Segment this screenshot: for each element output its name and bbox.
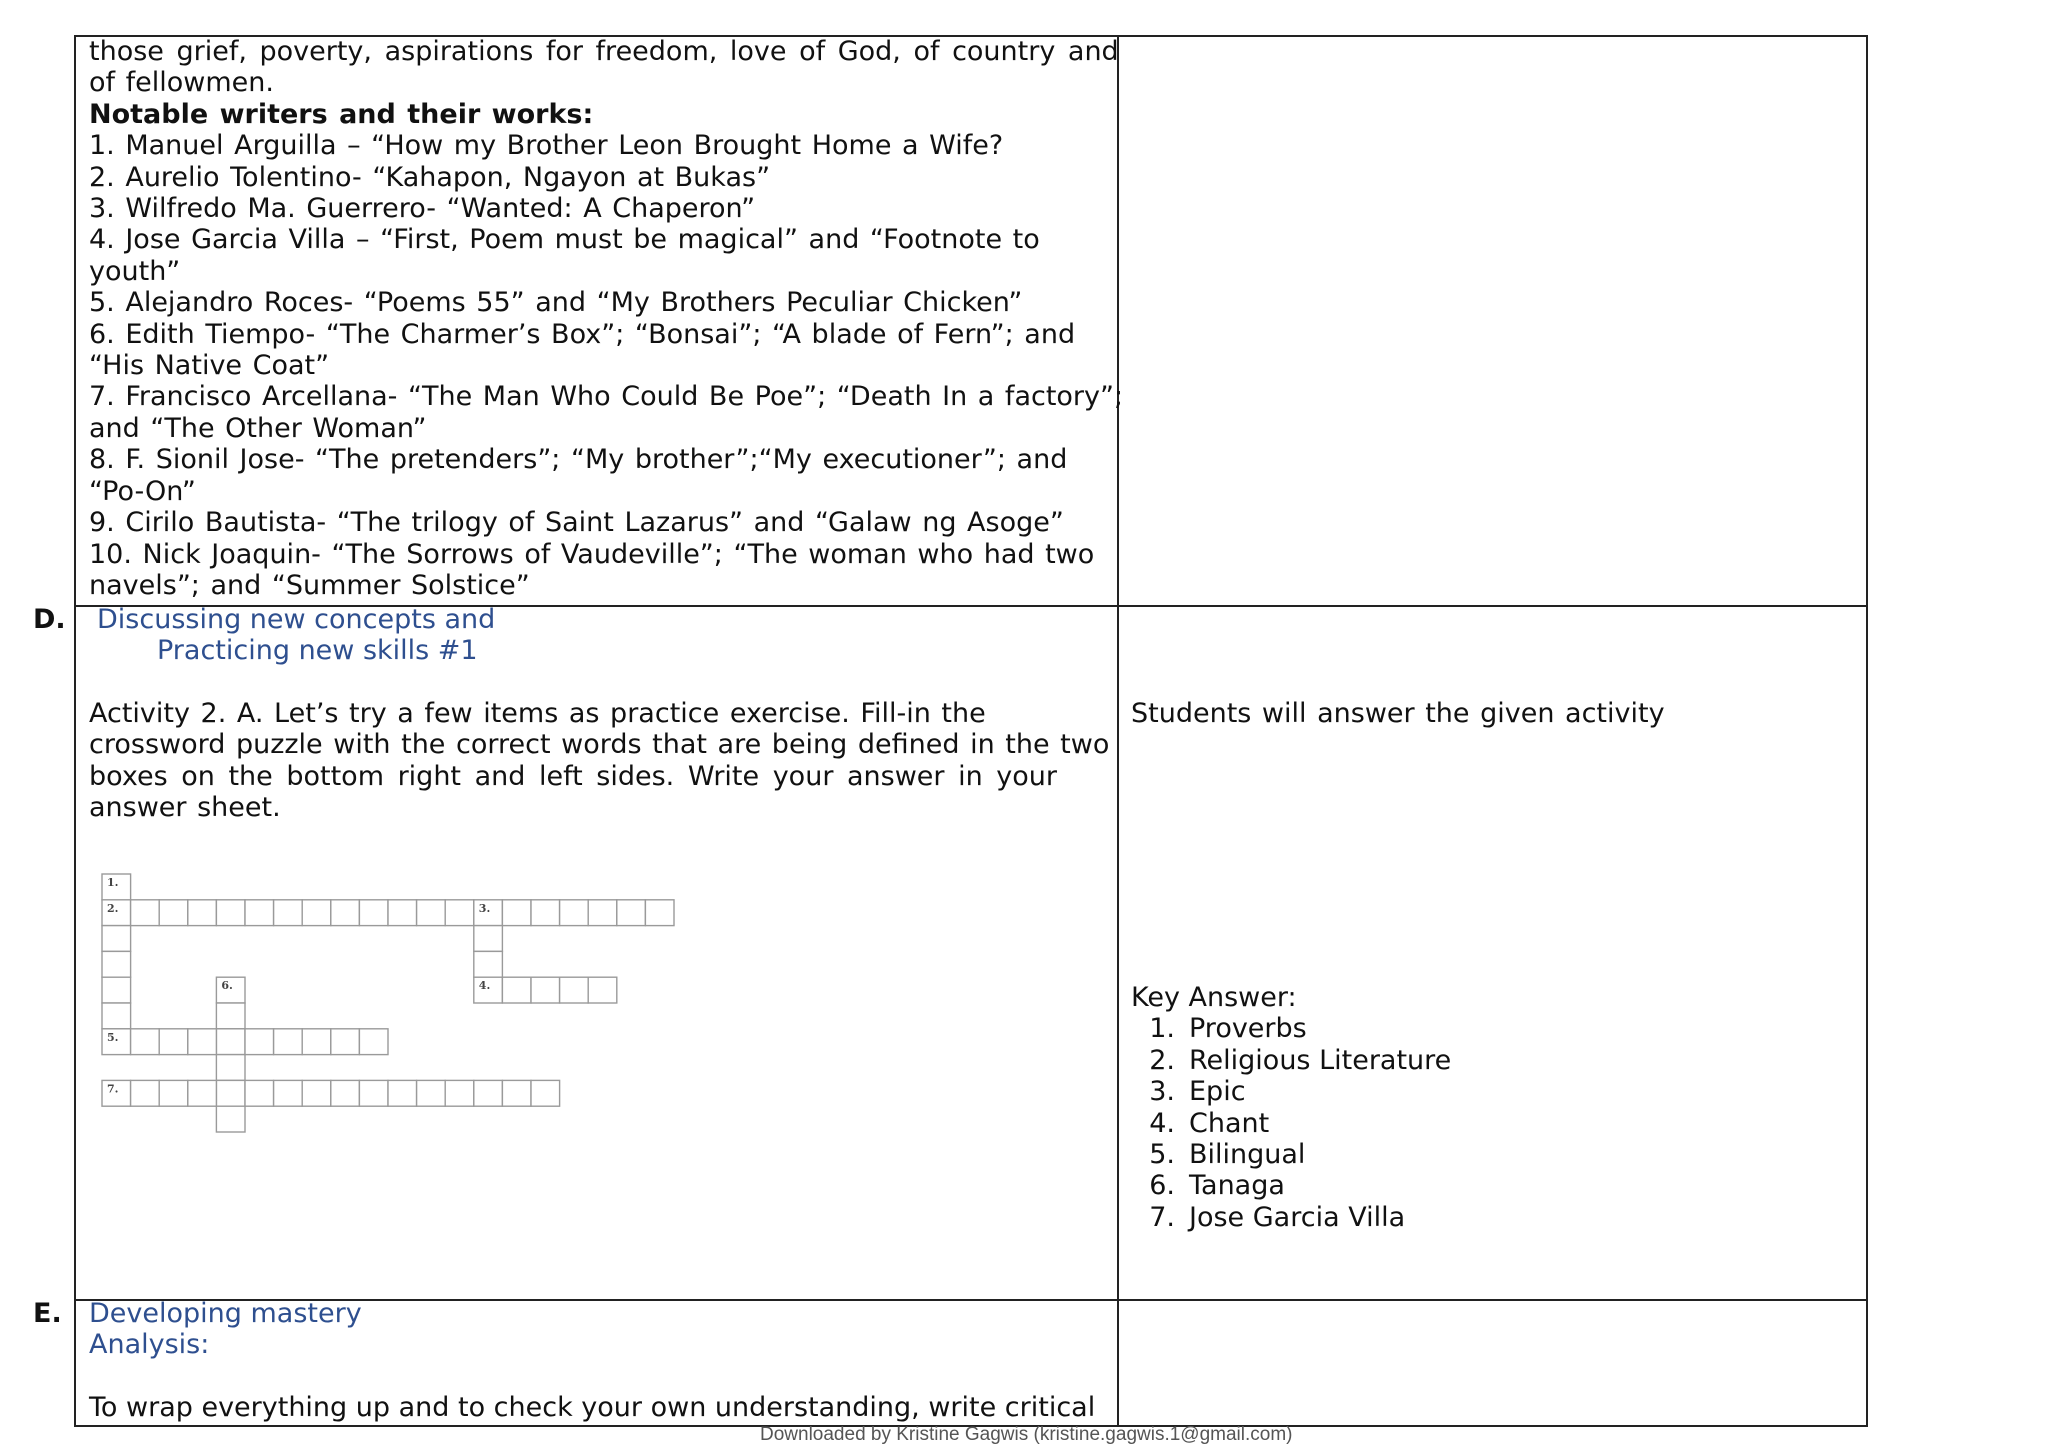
crossword-cell xyxy=(188,1080,217,1106)
crossword-cell xyxy=(159,900,188,926)
writer-line: “Po-On” xyxy=(89,475,196,507)
crossword-cell xyxy=(131,900,160,926)
crossword-cell xyxy=(159,1080,188,1106)
crossword-clue-number: 1. xyxy=(107,876,119,889)
crossword-cell xyxy=(245,1029,274,1055)
writer-line: 4. Jose Garcia Villa – “First, Poem must be magical” and “Footnote to xyxy=(89,224,1040,256)
writer-line: 5. Alejandro Roces- “Poems 55” and “My Brothers Peculiar Chicken” xyxy=(89,287,1023,319)
crossword-cell xyxy=(216,1106,245,1132)
crossword-clue-number: 4. xyxy=(478,979,491,993)
activity-line: boxes on the bottom right and left sides. Write your answer in your xyxy=(89,760,1058,792)
key-answer-title: Key Answer: xyxy=(1131,982,1297,1013)
key-answer-item xyxy=(1131,1013,1451,1044)
section-e-body: To wrap everything up and to check your own understanding, write critical xyxy=(89,1392,1096,1423)
crossword-cell xyxy=(531,977,560,1003)
key-answer-block xyxy=(1131,982,1451,1233)
crossword-cell xyxy=(331,900,360,926)
key-answer-number: 3. xyxy=(1149,1076,1175,1108)
writer-line: 1. Manuel Arguilla – “How my Brother Leon Brought Home a Wife? xyxy=(89,130,1004,162)
download-footer: Downloaded by Kristine Gagwis (kristine.gagwis.1@gmail.com) xyxy=(760,1424,1293,1445)
table-right-border xyxy=(1866,35,1868,1427)
key-answer-text: Tanaga xyxy=(1189,1170,1285,1202)
crossword-cell xyxy=(388,900,417,926)
crossword-cell xyxy=(560,900,589,926)
crossword-cell xyxy=(474,926,503,952)
key-answer-item xyxy=(1131,1139,1451,1170)
key-answer-number: 6. xyxy=(1149,1170,1175,1202)
crossword-cell xyxy=(531,900,560,926)
key-answer-number: 2. xyxy=(1149,1044,1175,1076)
key-answer-item xyxy=(1131,1108,1451,1139)
crossword-cell xyxy=(388,1080,417,1106)
crossword-cell xyxy=(102,926,131,952)
crossword-cell xyxy=(274,1080,303,1106)
crossword-cell xyxy=(274,900,303,926)
crossword-cell xyxy=(216,900,245,926)
section-d-heading-line1: Discussing new concepts and xyxy=(97,604,496,635)
crossword-cell xyxy=(131,1029,160,1055)
key-answer-text: Jose Garcia Villa xyxy=(1189,1201,1406,1233)
crossword-cell xyxy=(131,1080,160,1106)
section-d-letter: D. xyxy=(33,604,66,635)
writer-line: 8. F. Sionil Jose- “The pretenders”; “My brother”;“My executioner”; and xyxy=(89,444,1068,476)
crossword-cell xyxy=(359,900,388,926)
writer-line: navels”; and “Summer Solstice” xyxy=(89,569,530,601)
writer-line: 3. Wilfredo Ma. Guerrero- “Wanted: A Chaperon” xyxy=(89,193,756,225)
crossword-clue-number: 5. xyxy=(107,1030,119,1044)
crossword-cell xyxy=(331,1029,360,1055)
key-answer-number: 5. xyxy=(1149,1139,1175,1171)
section-e-letter: E. xyxy=(33,1298,62,1329)
crossword-cell xyxy=(245,900,274,926)
key-answer-item xyxy=(1131,1076,1451,1107)
key-answer-text: Epic xyxy=(1189,1076,1246,1108)
notable-writers-heading: Notable writers and their works: xyxy=(89,98,594,130)
crossword-clue-number: 7. xyxy=(107,1082,119,1096)
key-answer-item xyxy=(1131,1045,1451,1076)
activity-line: answer sheet. xyxy=(89,792,281,824)
crossword-cell xyxy=(302,900,331,926)
crossword-puzzle xyxy=(100,872,700,1142)
activity-line: Activity 2. A. Let’s try a few items as practice exercise. Fill-in the xyxy=(89,698,986,729)
crossword-cell xyxy=(502,1080,531,1106)
crossword-cell xyxy=(560,977,589,1003)
intro-line: of fellowmen. xyxy=(89,67,274,99)
crossword-clue-number: 6. xyxy=(221,979,233,993)
key-answer-text: Proverbs xyxy=(1189,1013,1307,1045)
writer-line: “His Native Coat” xyxy=(89,350,330,382)
crossword-cell xyxy=(188,1029,217,1055)
writer-line: and “The Other Woman” xyxy=(89,412,427,444)
key-answer-number: 1. xyxy=(1149,1013,1175,1045)
crossword-cell xyxy=(102,951,131,977)
crossword-cell xyxy=(445,1080,474,1106)
crossword-cell xyxy=(417,900,446,926)
crossword-cell xyxy=(588,900,617,926)
key-answer-item xyxy=(1131,1202,1451,1233)
key-answer-text: Chant xyxy=(1189,1107,1270,1139)
crossword-cell xyxy=(216,1003,245,1029)
crossword-cell xyxy=(102,1003,131,1029)
section-e-heading xyxy=(89,1298,362,1361)
key-answer-item xyxy=(1131,1170,1451,1201)
section-e-heading-line1: Developing mastery xyxy=(89,1298,362,1329)
student-instruction: Students will answer the given activity xyxy=(1131,698,1665,729)
writers-section xyxy=(89,36,1123,601)
crossword-cell xyxy=(445,900,474,926)
key-answer-list xyxy=(1131,1013,1451,1233)
crossword-cell xyxy=(502,977,531,1003)
crossword-cell xyxy=(645,900,674,926)
writer-line: youth” xyxy=(89,255,181,287)
writer-line: 9. Cirilo Bautista- “The trilogy of Saint Lazarus” and “Galaw ng Asoge” xyxy=(89,507,1064,539)
crossword-cell xyxy=(417,1080,446,1106)
crossword-cell xyxy=(159,1029,188,1055)
crossword-cell xyxy=(359,1080,388,1106)
crossword-cell xyxy=(474,1080,503,1106)
writer-line: 7. Francisco Arcellana- “The Man Who Could Be Poe”; “Death In a factory”; xyxy=(89,381,1124,413)
table-left-border xyxy=(74,35,76,1427)
section-d-heading-line2: Practicing new skills #1 xyxy=(157,635,478,667)
crossword-clue-number: 3. xyxy=(478,901,491,915)
section-d-heading xyxy=(97,604,495,667)
key-answer-text: Bilingual xyxy=(1189,1139,1306,1171)
crossword-cell xyxy=(502,900,531,926)
writer-line: 6. Edith Tiempo- “The Charmer’s Box”; “Bonsai”; “A blade of Fern”; and xyxy=(89,318,1076,350)
crossword-cell xyxy=(302,1029,331,1055)
crossword-cell xyxy=(245,1080,274,1106)
crossword-cell xyxy=(331,1080,360,1106)
writer-line: 10. Nick Joaquin- “The Sorrows of Vaudeville”; “The woman who had two xyxy=(89,538,1095,570)
section-e-heading-line2: Analysis: xyxy=(89,1329,210,1361)
crossword-clue-number: 2. xyxy=(107,901,119,915)
key-answer-text: Religious Literature xyxy=(1189,1044,1452,1076)
activity-line: crossword puzzle with the correct words that are being defined in the two xyxy=(89,729,1110,761)
crossword-cell xyxy=(588,977,617,1003)
crossword-cell xyxy=(531,1080,560,1106)
key-answer-number: 7. xyxy=(1149,1201,1175,1233)
crossword-cell xyxy=(102,977,131,1003)
crossword-cell xyxy=(302,1080,331,1106)
activity-instructions xyxy=(89,698,1109,824)
crossword-cell xyxy=(274,1029,303,1055)
crossword-cell xyxy=(474,951,503,977)
crossword-cell xyxy=(188,900,217,926)
writer-line: 2. Aurelio Tolentino- “Kahapon, Ngayon at Bukas” xyxy=(89,161,771,193)
crossword-cell xyxy=(216,1029,245,1055)
key-answer-number: 4. xyxy=(1149,1107,1175,1139)
crossword-cell xyxy=(216,1080,245,1106)
intro-line: those grief, poverty, aspirations for freedom, love of God, of country and xyxy=(89,36,1119,67)
crossword-cell xyxy=(359,1029,388,1055)
crossword-cell xyxy=(216,1055,245,1081)
crossword-cell xyxy=(617,900,646,926)
